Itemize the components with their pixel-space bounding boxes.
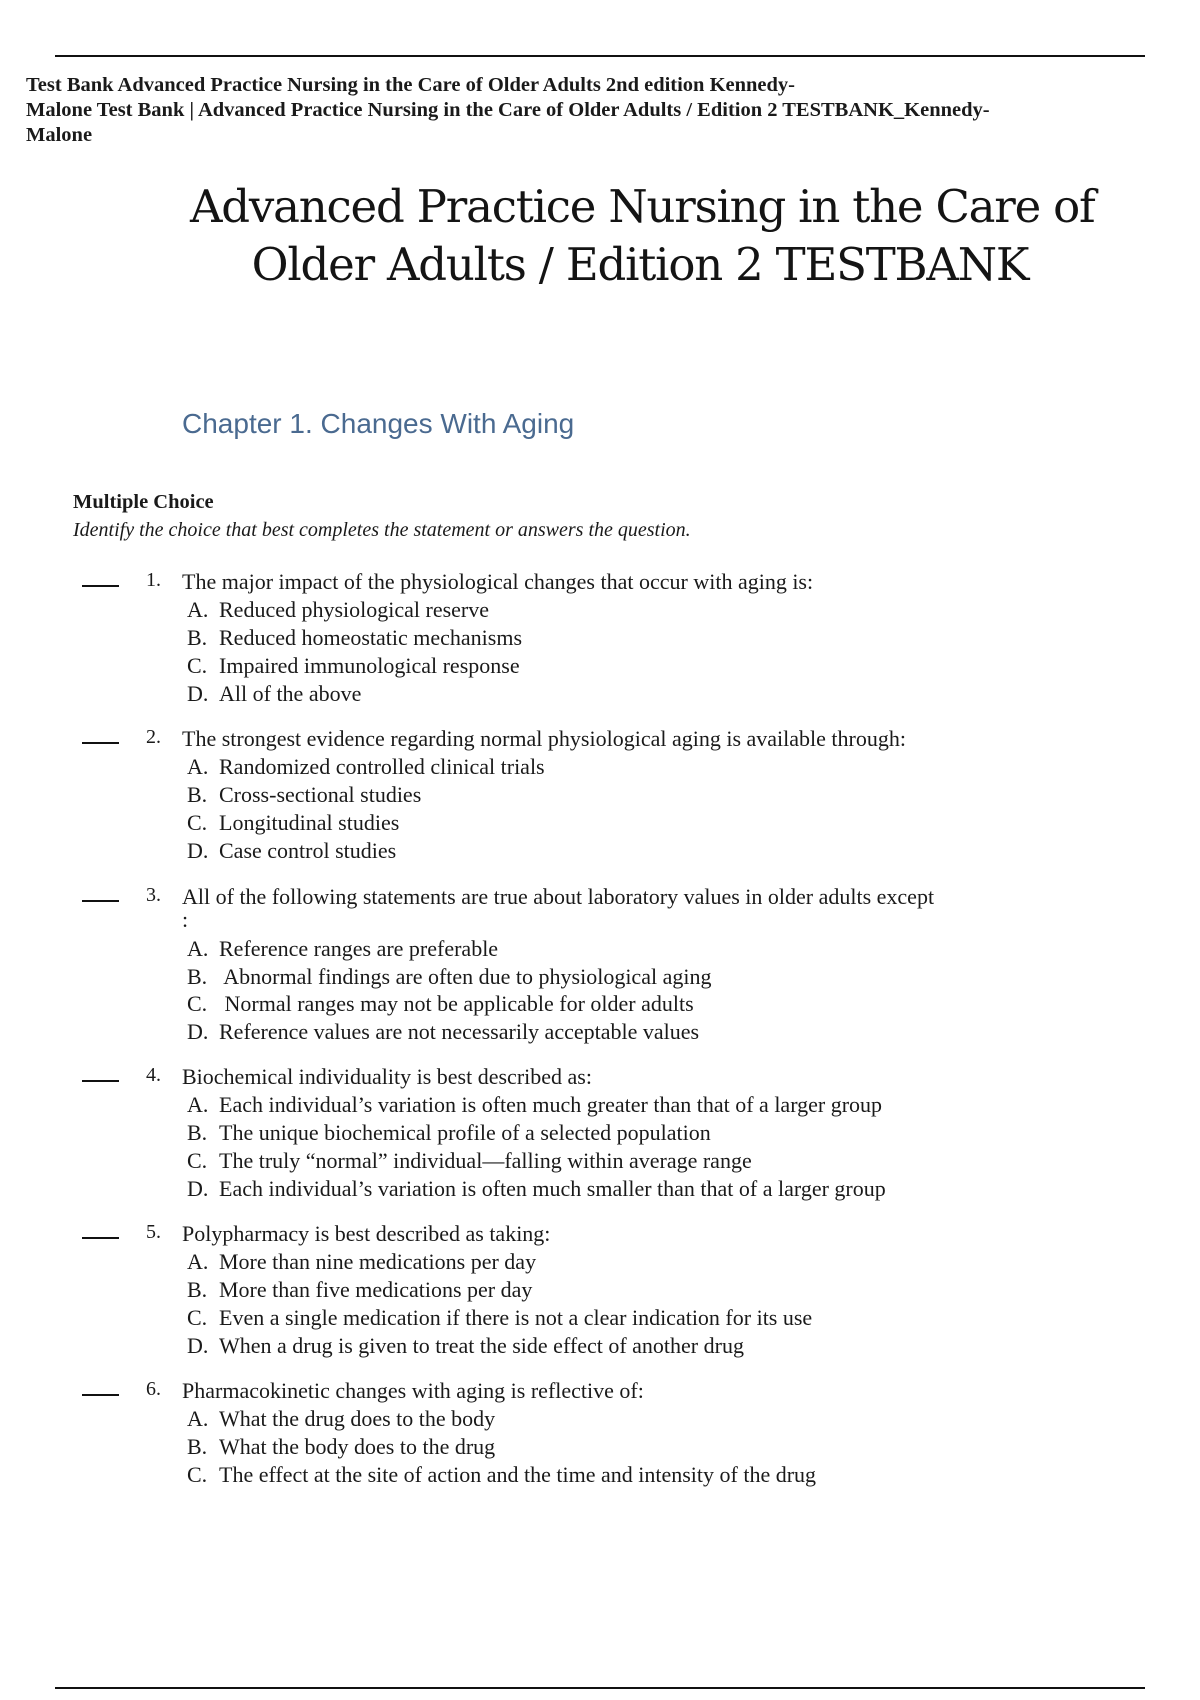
answer-option-b xyxy=(187,625,522,651)
answer-blank[interactable] xyxy=(82,742,119,744)
option-letter: B. xyxy=(187,1277,208,1302)
main-title-line: Older Adults / Edition 2 TESTBANK xyxy=(251,238,1029,291)
option-text: More than five medications per day xyxy=(219,1277,533,1302)
answer-blank[interactable] xyxy=(82,1237,119,1239)
header-line: Malone Test Bank | Advanced Practice Nursing in the Care of Older Adults / Edition 2 TESTBANK_Kennedy- xyxy=(26,99,990,121)
option-letter: A. xyxy=(187,1406,209,1431)
option-text: The unique biochemical profile of a selected population xyxy=(219,1120,711,1145)
document-header xyxy=(26,73,1146,148)
option-letter: C. xyxy=(187,991,208,1016)
answer-blank[interactable] xyxy=(82,1080,119,1082)
question-number: 1. xyxy=(146,569,161,591)
option-text: When a drug is given to treat the side effect of another drug xyxy=(219,1333,744,1358)
answer-option-c xyxy=(187,1462,816,1488)
option-text: Reduced homeostatic mechanisms xyxy=(219,625,523,650)
answer-option-c xyxy=(187,991,694,1017)
answer-option-c xyxy=(187,1148,752,1174)
option-letter: A. xyxy=(187,597,209,622)
option-letter: A. xyxy=(187,1249,209,1274)
question-number: 4. xyxy=(146,1064,161,1086)
answer-blank[interactable] xyxy=(82,1394,119,1396)
answer-option-d xyxy=(187,1333,744,1359)
header-line: Test Bank Advanced Practice Nursing in the Care of Older Adults 2nd edition Kennedy- xyxy=(26,74,796,96)
option-text: Abnormal findings are often due to physiological aging xyxy=(219,964,712,989)
option-letter: B. xyxy=(187,964,208,989)
option-letter: D. xyxy=(187,681,209,706)
option-text: The truly “normal” individual—falling within average range xyxy=(219,1148,752,1173)
answer-option-b xyxy=(187,1434,495,1460)
question-number: 6. xyxy=(146,1378,161,1400)
option-letter: D. xyxy=(187,838,209,863)
option-letter: C. xyxy=(187,1148,208,1173)
option-text: What the drug does to the body xyxy=(219,1406,496,1431)
option-letter: B. xyxy=(187,782,208,807)
option-text: More than nine medications per day xyxy=(219,1249,537,1274)
section-heading: Multiple Choice xyxy=(73,491,214,513)
answer-option-d xyxy=(187,681,361,707)
option-letter: B. xyxy=(187,625,208,650)
chapter-title: Chapter 1. Changes With Aging xyxy=(182,408,575,439)
answer-blank[interactable] xyxy=(82,585,119,587)
main-title xyxy=(190,178,1095,294)
option-letter: B. xyxy=(187,1434,208,1459)
option-letter: A. xyxy=(187,936,209,961)
option-text: Case control studies xyxy=(219,838,397,863)
header-line: Malone xyxy=(26,124,93,146)
question-stem: Pharmacokinetic changes with aging is reflective of: xyxy=(182,1378,644,1403)
answer-option-c xyxy=(187,653,520,679)
answer-option-d xyxy=(187,1019,699,1045)
answer-option-a xyxy=(187,597,489,623)
option-letter: A. xyxy=(187,1092,209,1117)
question-number: 5. xyxy=(146,1221,161,1243)
main-title-line: Advanced Practice Nursing in the Care of xyxy=(190,180,1095,233)
option-letter: C. xyxy=(187,1305,208,1330)
answer-blank[interactable] xyxy=(82,900,119,902)
answer-option-c xyxy=(187,1305,812,1331)
answer-option-b xyxy=(187,782,421,808)
answer-option-a xyxy=(187,936,498,962)
answer-option-d xyxy=(187,1176,886,1202)
answer-option-a xyxy=(187,754,545,780)
option-letter: C. xyxy=(187,1462,208,1487)
section-instructions: Identify the choice that best completes the statement or answers the question. xyxy=(73,519,691,541)
top-rule xyxy=(55,55,1145,57)
option-text: Each individual’s variation is often much greater than that of a larger group xyxy=(219,1092,883,1117)
answer-option-a xyxy=(187,1092,882,1118)
option-letter: D. xyxy=(187,1176,209,1201)
answer-option-a xyxy=(187,1406,495,1432)
option-letter: A. xyxy=(187,754,209,779)
option-text: The effect at the site of action and the time and intensity of the drug xyxy=(219,1462,817,1487)
option-text: Normal ranges may not be applicable for older adults xyxy=(219,991,694,1016)
option-text: Impaired immunological response xyxy=(219,653,520,678)
question-number: 2. xyxy=(146,726,161,748)
option-text: Reduced physiological reserve xyxy=(219,597,490,622)
answer-option-b xyxy=(187,1277,532,1303)
question-stem-continuation: : xyxy=(182,907,189,932)
option-text: Reference values are not necessarily acceptable values xyxy=(219,1019,700,1044)
option-letter: D. xyxy=(187,1333,209,1358)
question-stem: Polypharmacy is best described as taking: xyxy=(182,1221,551,1246)
option-text: Reference ranges are preferable xyxy=(219,936,499,961)
option-text: Longitudinal studies xyxy=(219,810,400,835)
bottom-rule xyxy=(55,1687,1145,1689)
option-text: All of the above xyxy=(219,681,362,706)
option-letter: B. xyxy=(187,1120,208,1145)
answer-option-a xyxy=(187,1249,536,1275)
option-text: Even a single medication if there is not a clear indication for its use xyxy=(219,1305,813,1330)
question-stem: The strongest evidence regarding normal physiological aging is available through: xyxy=(182,726,906,751)
answer-option-b xyxy=(187,964,711,990)
option-letter: C. xyxy=(187,653,208,678)
option-letter: C. xyxy=(187,810,208,835)
question-stem: All of the following statements are true about laboratory values in older adults except xyxy=(182,884,935,909)
answer-option-d xyxy=(187,838,396,864)
answer-option-b xyxy=(187,1120,711,1146)
option-text: Each individual’s variation is often much smaller than that of a larger group xyxy=(219,1176,886,1201)
question-stem: The major impact of the physiological changes that occur with aging is: xyxy=(182,569,814,594)
option-letter: D. xyxy=(187,1019,209,1044)
question-stem: Biochemical individuality is best described as: xyxy=(182,1064,592,1089)
question-number: 3. xyxy=(146,884,161,906)
option-text: Randomized controlled clinical trials xyxy=(219,754,545,779)
option-text: What the body does to the drug xyxy=(219,1434,496,1459)
answer-option-c xyxy=(187,810,399,836)
option-text: Cross-sectional studies xyxy=(219,782,422,807)
